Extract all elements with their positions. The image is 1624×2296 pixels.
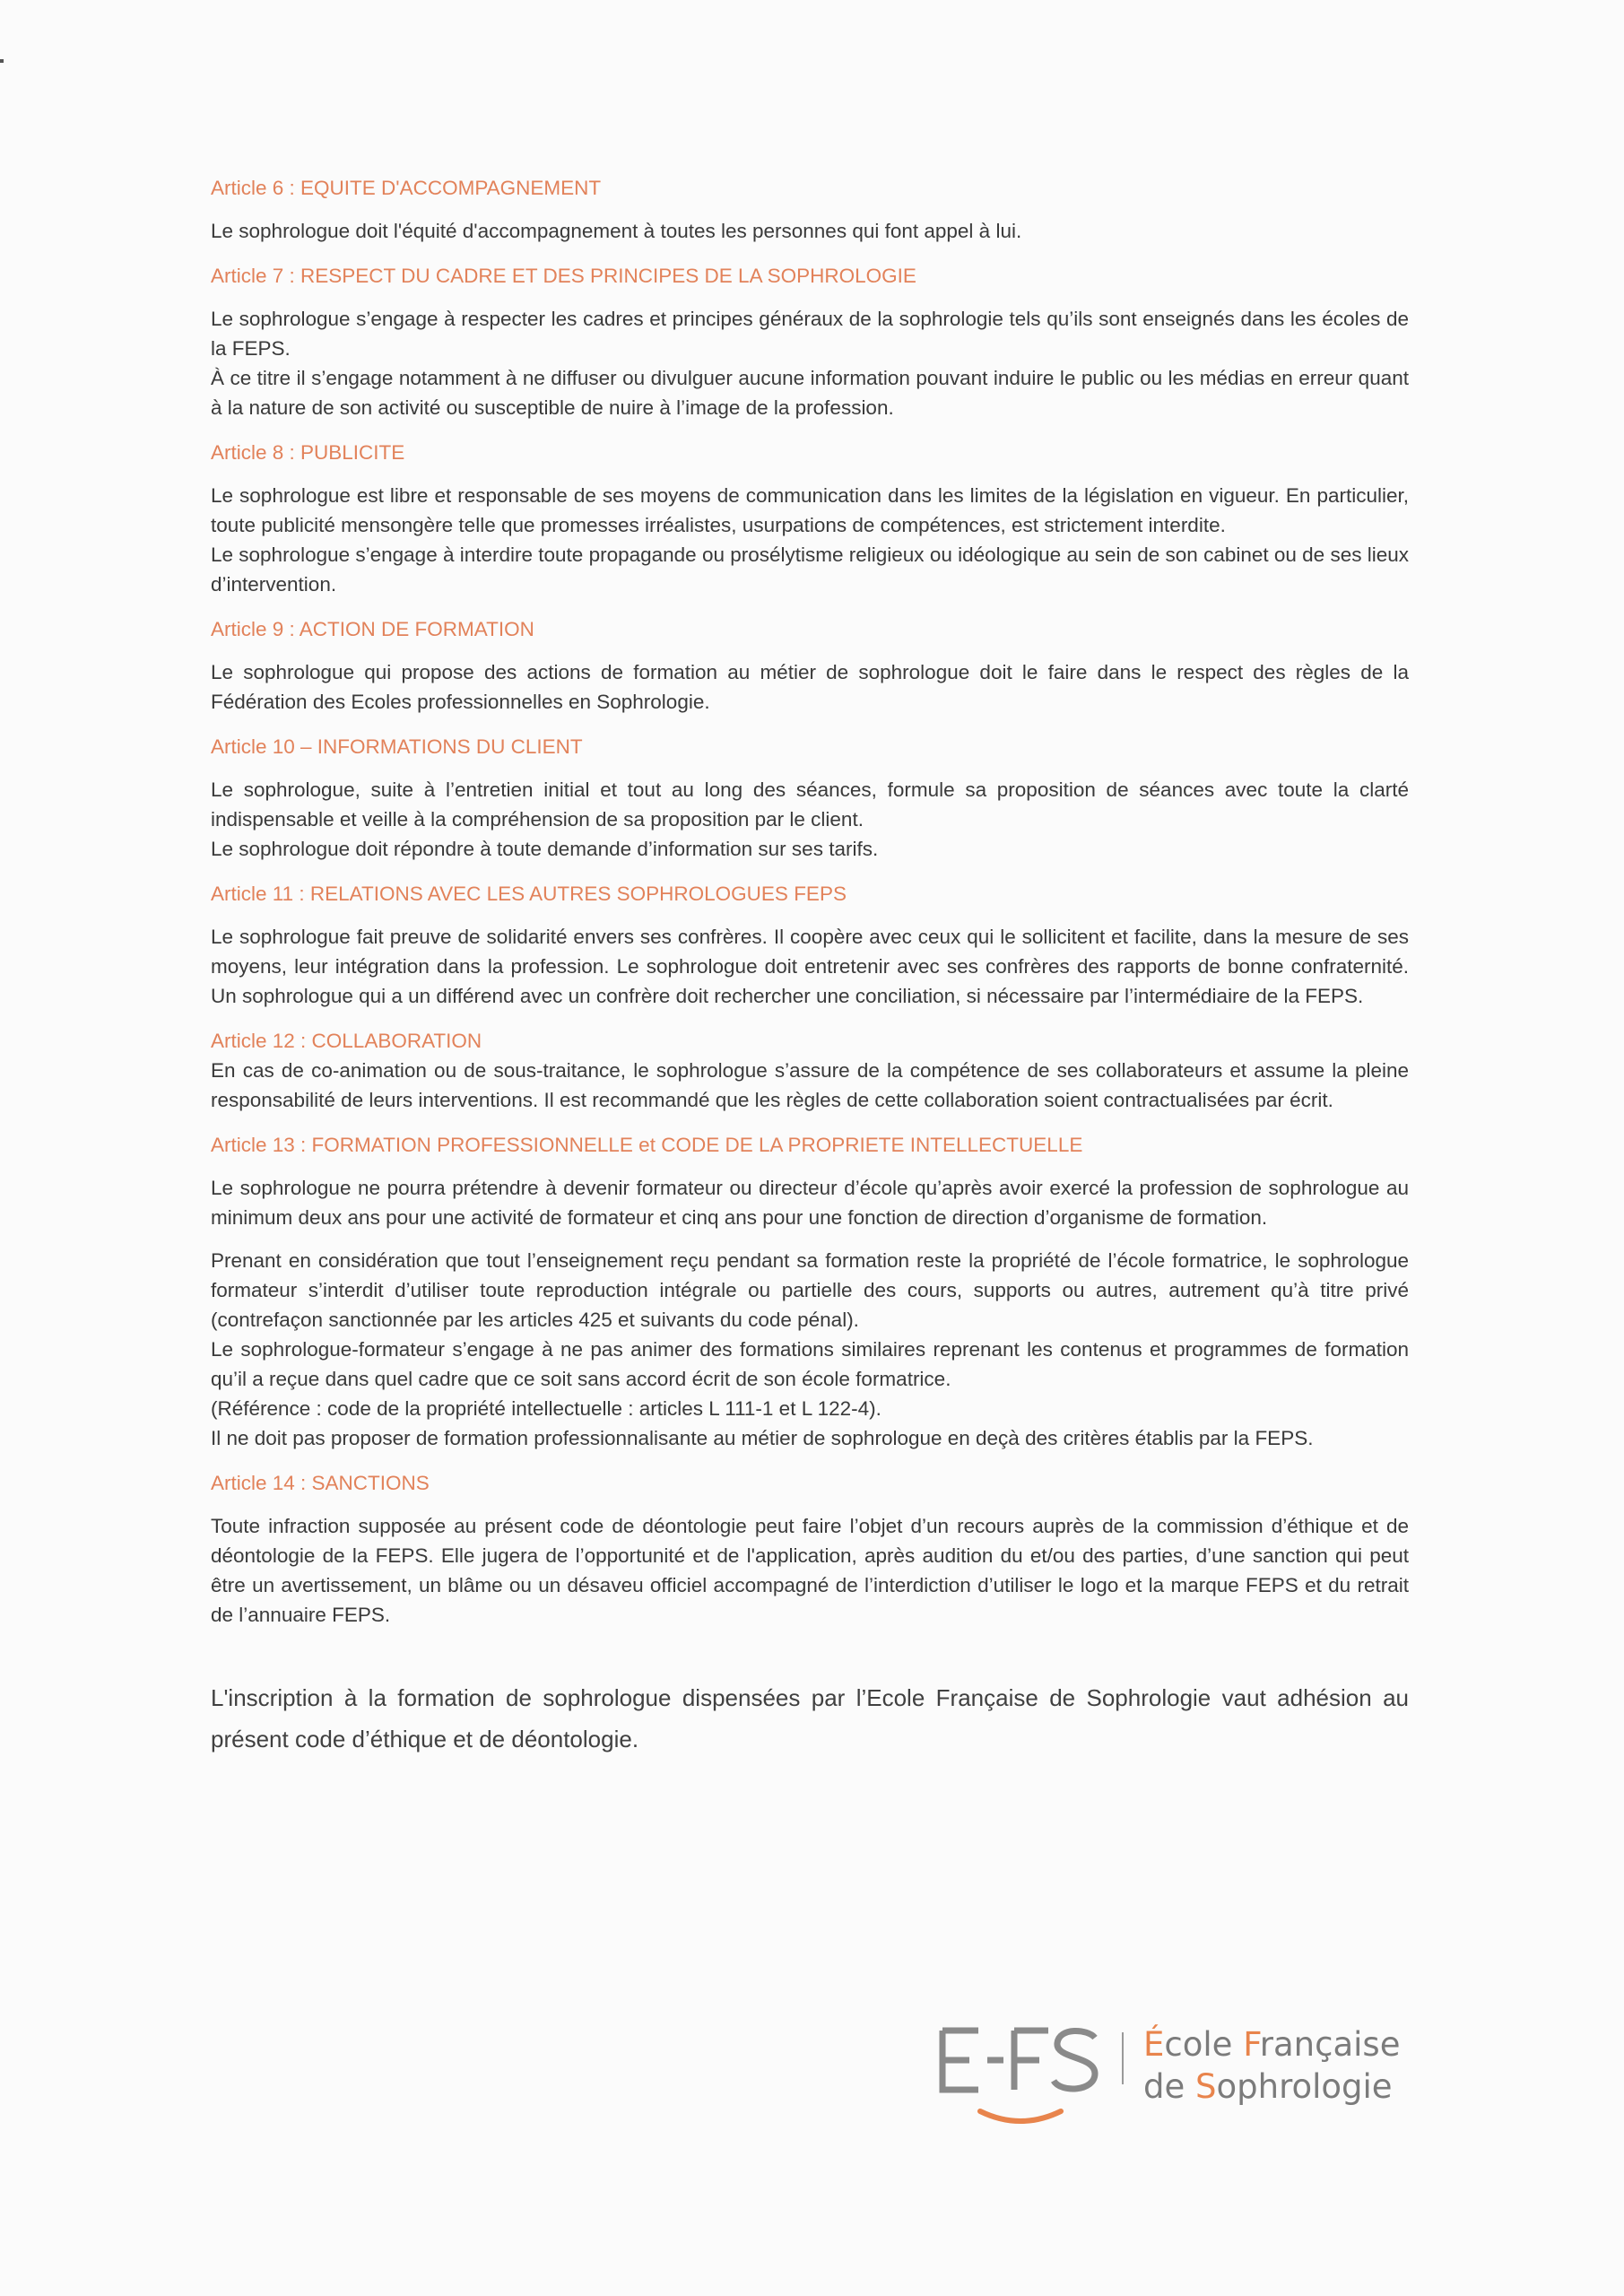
logo-text-cole: cole	[1164, 2025, 1244, 2064]
logo-divider	[1122, 2032, 1124, 2084]
closing-statement: L'inscription à la formation de sophrologue dispensées par l’Ecole Française de Sophrologie vaut adhésion au présent code d’éthique et de déontologie.	[211, 1684, 1409, 1752]
article-paragraph	[211, 657, 1409, 717]
article-paragraph	[211, 216, 1409, 246]
logo-text-ophrologie: ophrologie	[1216, 2067, 1393, 2106]
article-section	[211, 1468, 1409, 1630]
article-title: Article 9 : ACTION DE FORMATION	[211, 618, 534, 640]
article-paragraph	[211, 775, 1409, 864]
paragraph-text: (Référence : code de la propriété intellectuelle : articles L 111-1 et L 122-4).	[211, 1397, 881, 1420]
article-paragraph	[211, 1173, 1409, 1232]
paragraph-text: En cas de co-animation ou de sous-traitance, le sophrologue s’assure de la compétence de ses collaborateurs et assume la pleine responsabilité de leurs interventions. Il est recommandé que les règles de cette collaboration soient contractualisées par écrit.	[211, 1059, 1409, 1111]
article-section	[211, 1026, 1409, 1115]
article-title: Article 7 : RESPECT DU CADRE ET DES PRINCIPES DE LA SOPHROLOGIE	[211, 265, 916, 287]
logo-initial-s: S	[1195, 2067, 1217, 2106]
articles-container	[211, 173, 1409, 1783]
paragraph-text: Le sophrologue s’engage à respecter les cadres et principes généraux de la sophrologie tels qu’ils sont enseignés dans les écoles de la FEPS.	[211, 308, 1409, 360]
paragraph-text: Le sophrologue s’engage à interdire toute propagande ou prosélytisme religieux ou idéologique au sein de son cabinet ou de ses lieux d’intervention.	[211, 544, 1409, 596]
article-paragraph	[211, 481, 1409, 599]
paragraph-text: Le sophrologue est libre et responsable de ses moyens de communication dans les limites de la législation en vigueur. En particulier, toute publicité mensongère telle que promesses irréalistes, usurpations de compétences, est strictement interdite.	[211, 484, 1409, 536]
paragraph-text: Le sophrologue doit l'équité d'accompagnement à toutes les personnes qui font appel à lui.	[211, 220, 1022, 242]
paragraph-text: Le sophrologue doit répondre à toute demande d’information sur ses tarifs.	[211, 838, 879, 860]
article-section	[211, 879, 1409, 1011]
article-title: Article 8 : PUBLICITE	[211, 441, 405, 464]
paragraph-text: Le sophrologue, suite à l’entretien initial et tout au long des séances, formule sa proposition de séances avec toute la clarté indispensable et veille à la compréhension de sa proposition par le client.	[211, 778, 1409, 831]
article-title: Article 6 : EQUITE D'ACCOMPAGNEMENT	[211, 177, 602, 199]
article-paragraph	[211, 1056, 1409, 1115]
logo-name-line2	[1143, 2066, 1400, 2108]
efs-logo	[935, 2023, 1420, 2131]
paragraph-text: À ce titre il s’engage notamment à ne diffuser ou divulguer aucune information pouvant induire le public ou les médias en erreur quant à la nature de son activité ou susceptible de nuire à l’image de la profession.	[211, 367, 1409, 419]
article-title: Article 14 : SANCTIONS	[211, 1472, 430, 1494]
logo-initial-f: F	[1243, 2025, 1260, 2064]
logo-text-rancaise: rançaise	[1259, 2025, 1401, 2064]
efs-logo-mark	[935, 2023, 1106, 2131]
paragraph-text: Le sophrologue ne pourra prétendre à devenir formateur ou directeur d’école qu’après avoir exercé la profession de sophrologue au minimum deux ans pour une activité de formateur et cinq ans pour une fonction de direction d’organisme de formation.	[211, 1177, 1409, 1229]
article-title: Article 13 : FORMATION PROFESSIONNELLE et CODE DE LA PROPRIETE INTELLECTUELLE	[211, 1134, 1083, 1156]
logo-name-line1	[1143, 2023, 1400, 2066]
paragraph-text: Toute infraction supposée au présent code de déontologie peut faire l’objet d’un recours auprès de la commission d’éthique et de déontologie de la FEPS. Elle jugera de l’opportunité et de l'application, après audition du et/ou des parties, d’une sanction qui peut être un avertissement, un blâme ou un désaveu officiel accompagné de l’interdiction d’utiliser le logo et la marque FEPS et du retrait de l’annuaire FEPS.	[211, 1515, 1409, 1626]
logo-text-de: de	[1143, 2067, 1196, 2106]
paragraph-text: Il ne doit pas proposer de formation professionnalisante au métier de sophrologue en deçà des critères établis par la FEPS.	[211, 1427, 1314, 1449]
article-section	[211, 261, 1409, 422]
article-paragraph	[211, 1246, 1409, 1453]
article-paragraph	[211, 304, 1409, 422]
paragraph-text: Le sophrologue qui propose des actions de formation au métier de sophrologue doit le faire dans le respect des règles de la Fédération des Ecoles professionnelles en Sophrologie.	[211, 661, 1409, 713]
scan-mark	[0, 59, 4, 63]
paragraph-text: Prenant en considération que tout l’enseignement reçu pendant sa formation reste la propriété de l’école formatrice, le sophrologue formateur s’interdit d’utiliser toute reproduction intégrale ou partielle des cours, supports ou autres, autrement qu’à titre privé (contrefaçon sanctionnée par les articles 425 et suivants du code pénal).	[211, 1249, 1409, 1331]
paragraph-text: Le sophrologue-formateur s’engage à ne pas animer des formations similaires reprenant les contenus et programmes de formation qu’il a reçue dans quel cadre que ce soit sans accord écrit de son école formatrice.	[211, 1338, 1409, 1390]
article-section	[211, 438, 1409, 599]
article-title: Article 10 – INFORMATIONS DU CLIENT	[211, 735, 583, 758]
article-paragraph	[211, 922, 1409, 1011]
article-section	[211, 1130, 1409, 1453]
article-title: Article 12 : COLLABORATION	[211, 1030, 482, 1052]
article-section	[211, 732, 1409, 864]
logo-school-name	[1143, 2023, 1400, 2108]
logo-initial-e: É	[1143, 2025, 1165, 2064]
paragraph-text: Le sophrologue fait preuve de solidarité envers ses confrères. Il coopère avec ceux qui le sollicitent et facilite, dans la mesure de ses moyens, leur intégration dans la profession. Le sophrologue doit entretenir avec ses confrères des rapports de bonne confraternité. Un sophrologue qui a un différend avec un confrère doit rechercher une conciliation, si nécessaire par l’intermédiaire de la FEPS.	[211, 926, 1409, 1007]
article-section	[211, 173, 1409, 246]
article-paragraph	[211, 1511, 1409, 1630]
article-section	[211, 614, 1409, 717]
article-title: Article 11 : RELATIONS AVEC LES AUTRES SOPHROLOGUES FEPS	[211, 883, 847, 905]
